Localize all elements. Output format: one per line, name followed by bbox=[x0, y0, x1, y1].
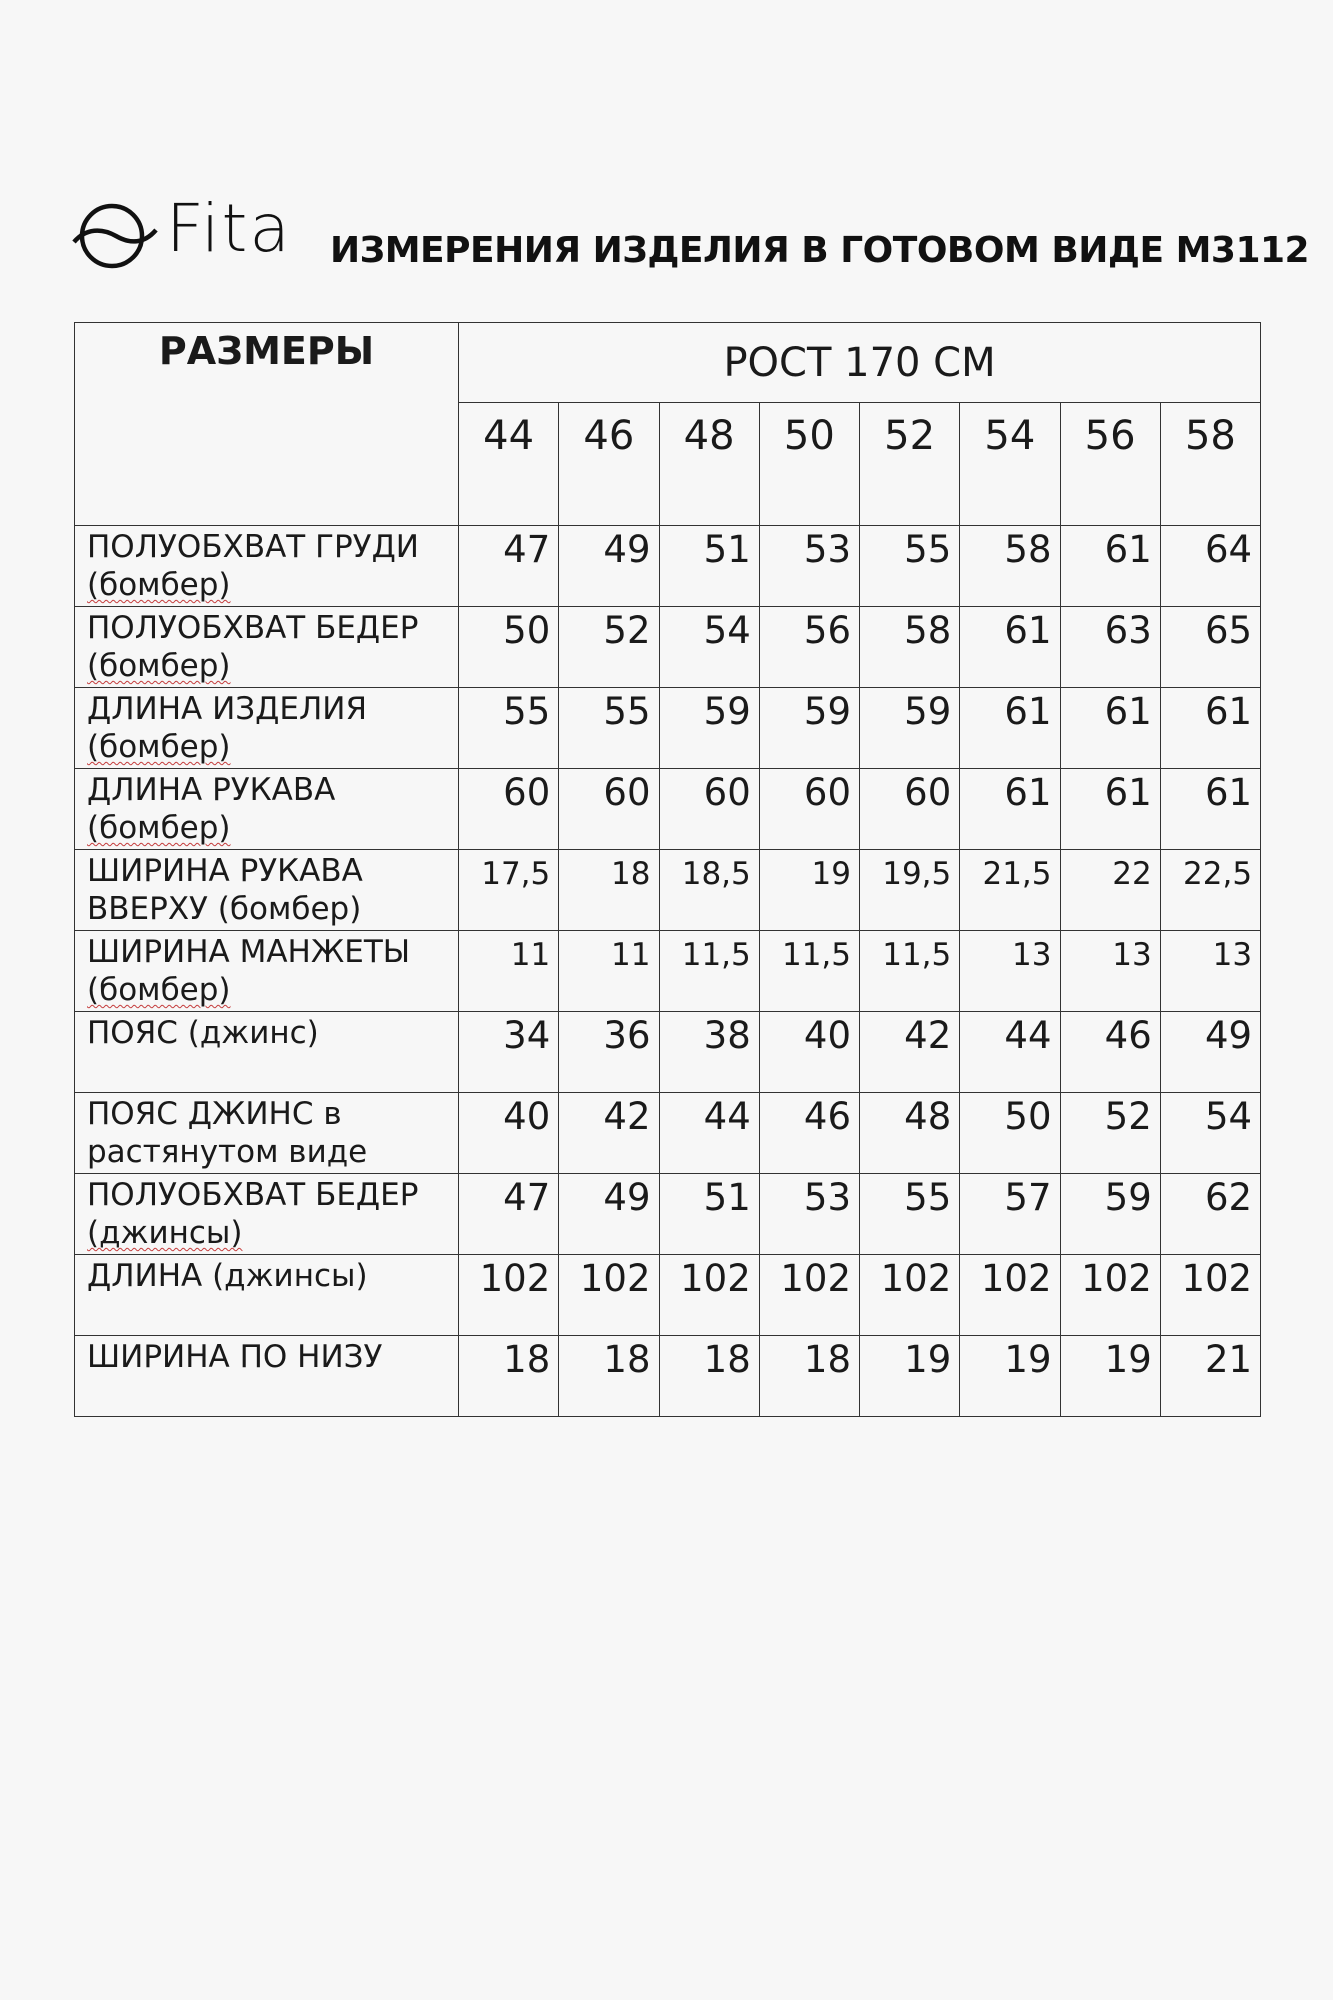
value-cell: 22 bbox=[1060, 850, 1160, 931]
value-cell: 44 bbox=[960, 1012, 1060, 1093]
value-cell: 22,5 bbox=[1160, 850, 1260, 931]
value-cell: 19 bbox=[1060, 1336, 1160, 1417]
value-cell: 51 bbox=[659, 526, 759, 607]
value-cell: 53 bbox=[759, 1174, 859, 1255]
size-header-cell: 48 bbox=[659, 403, 759, 526]
measurement-subtitle: ВВЕРХУ (бомбер) bbox=[87, 891, 362, 927]
value-cell: 65 bbox=[1160, 607, 1260, 688]
value-cell: 102 bbox=[1160, 1255, 1260, 1336]
value-cell: 50 bbox=[459, 607, 559, 688]
value-cell: 59 bbox=[1060, 1174, 1160, 1255]
value-cell: 55 bbox=[559, 688, 659, 769]
value-cell: 52 bbox=[559, 607, 659, 688]
measurement-name: ДЛИНА ИЗДЕЛИЯ bbox=[87, 691, 367, 727]
value-cell: 57 bbox=[960, 1174, 1060, 1255]
value-cell: 11,5 bbox=[759, 931, 859, 1012]
value-cell: 19,5 bbox=[860, 850, 960, 931]
size-header-cell: 54 bbox=[960, 403, 1060, 526]
value-cell: 60 bbox=[459, 769, 559, 850]
value-cell: 59 bbox=[860, 688, 960, 769]
table-row bbox=[75, 1174, 1261, 1255]
measurement-name: ПОЛУОБХВАТ БЕДЕР bbox=[87, 610, 419, 646]
table-row bbox=[75, 931, 1261, 1012]
measurement-name: ПОЯС ДЖИНС в bbox=[87, 1096, 342, 1132]
value-cell: 61 bbox=[1060, 526, 1160, 607]
measurement-name: ПОЛУОБХВАТ БЕДЕР bbox=[87, 1177, 419, 1213]
measurement-label bbox=[75, 688, 459, 769]
table-row bbox=[75, 1255, 1261, 1336]
brand-logo bbox=[72, 190, 292, 276]
measurement-subtitle: (бомбер) bbox=[87, 648, 231, 684]
value-cell: 17,5 bbox=[459, 850, 559, 931]
size-header-cell: 44 bbox=[459, 403, 559, 526]
measurement-name: ШИРИНА МАНЖЕТЫ bbox=[87, 934, 411, 970]
size-header-cell: 56 bbox=[1060, 403, 1160, 526]
measurement-label bbox=[75, 769, 459, 850]
value-cell: 58 bbox=[860, 607, 960, 688]
value-cell: 40 bbox=[759, 1012, 859, 1093]
value-cell: 11 bbox=[459, 931, 559, 1012]
size-header-cell: 50 bbox=[759, 403, 859, 526]
measurement-label bbox=[75, 850, 459, 931]
table-row bbox=[75, 850, 1261, 931]
value-cell: 61 bbox=[960, 607, 1060, 688]
value-cell: 18 bbox=[559, 850, 659, 931]
value-cell: 53 bbox=[759, 526, 859, 607]
value-cell: 55 bbox=[860, 1174, 960, 1255]
value-cell: 19 bbox=[960, 1336, 1060, 1417]
value-cell: 40 bbox=[459, 1093, 559, 1174]
measurement-name: ДЛИНА РУКАВА bbox=[87, 772, 336, 808]
value-cell: 61 bbox=[960, 769, 1060, 850]
value-cell: 59 bbox=[759, 688, 859, 769]
value-cell: 60 bbox=[759, 769, 859, 850]
value-cell: 18,5 bbox=[659, 850, 759, 931]
value-cell: 42 bbox=[860, 1012, 960, 1093]
value-cell: 51 bbox=[659, 1174, 759, 1255]
value-cell: 38 bbox=[659, 1012, 759, 1093]
value-cell: 18 bbox=[459, 1336, 559, 1417]
value-cell: 61 bbox=[1060, 688, 1160, 769]
value-cell: 18 bbox=[759, 1336, 859, 1417]
value-cell: 54 bbox=[659, 607, 759, 688]
measurement-label bbox=[75, 1174, 459, 1255]
value-cell: 60 bbox=[659, 769, 759, 850]
value-cell: 19 bbox=[759, 850, 859, 931]
value-cell: 102 bbox=[1060, 1255, 1160, 1336]
value-cell: 13 bbox=[1060, 931, 1160, 1012]
value-cell: 18 bbox=[659, 1336, 759, 1417]
value-cell: 34 bbox=[459, 1012, 559, 1093]
value-cell: 102 bbox=[860, 1255, 960, 1336]
value-cell: 19 bbox=[860, 1336, 960, 1417]
value-cell: 55 bbox=[459, 688, 559, 769]
value-cell: 49 bbox=[559, 1174, 659, 1255]
measurement-name: ПОЯС (джинс) bbox=[87, 1015, 319, 1051]
value-cell: 47 bbox=[459, 1174, 559, 1255]
value-cell: 46 bbox=[759, 1093, 859, 1174]
value-cell: 11,5 bbox=[860, 931, 960, 1012]
value-cell: 21,5 bbox=[960, 850, 1060, 931]
value-cell: 59 bbox=[659, 688, 759, 769]
value-cell: 61 bbox=[960, 688, 1060, 769]
measurement-name: ПОЛУОБХВАТ ГРУДИ bbox=[87, 529, 419, 565]
measurement-name: ШИРИНА ПО НИЗУ bbox=[87, 1339, 383, 1375]
value-cell: 62 bbox=[1160, 1174, 1260, 1255]
measurement-name: ДЛИНА (джинсы) bbox=[87, 1258, 368, 1294]
measurement-name: ШИРИНА РУКАВА bbox=[87, 853, 363, 889]
value-cell: 63 bbox=[1060, 607, 1160, 688]
measurement-label bbox=[75, 1012, 459, 1093]
measurement-label bbox=[75, 526, 459, 607]
value-cell: 102 bbox=[459, 1255, 559, 1336]
value-cell: 11 bbox=[559, 931, 659, 1012]
measurement-subtitle: (бомбер) bbox=[87, 567, 231, 603]
value-cell: 13 bbox=[960, 931, 1060, 1012]
page-title: ИЗМЕРЕНИЯ ИЗДЕЛИЯ В ГОТОВОМ ВИДЕ М3112 bbox=[330, 230, 1310, 271]
size-header-cell: 52 bbox=[860, 403, 960, 526]
value-cell: 13 bbox=[1160, 931, 1260, 1012]
value-cell: 64 bbox=[1160, 526, 1260, 607]
size-chart-table bbox=[74, 322, 1261, 1417]
value-cell: 42 bbox=[559, 1093, 659, 1174]
value-cell: 54 bbox=[1160, 1093, 1260, 1174]
value-cell: 47 bbox=[459, 526, 559, 607]
table-row bbox=[75, 1093, 1261, 1174]
size-header-cell: 58 bbox=[1160, 403, 1260, 526]
table-row bbox=[75, 1336, 1261, 1417]
value-cell: 50 bbox=[960, 1093, 1060, 1174]
value-cell: 44 bbox=[659, 1093, 759, 1174]
value-cell: 102 bbox=[759, 1255, 859, 1336]
measurement-label bbox=[75, 931, 459, 1012]
value-cell: 61 bbox=[1060, 769, 1160, 850]
value-cell: 58 bbox=[960, 526, 1060, 607]
table-row bbox=[75, 688, 1261, 769]
value-cell: 49 bbox=[1160, 1012, 1260, 1093]
value-cell: 18 bbox=[559, 1336, 659, 1417]
table-body bbox=[75, 526, 1261, 1417]
table-row bbox=[75, 607, 1261, 688]
value-cell: 49 bbox=[559, 526, 659, 607]
table-row bbox=[75, 526, 1261, 607]
value-cell: 102 bbox=[659, 1255, 759, 1336]
size-header-cell: 46 bbox=[559, 403, 659, 526]
value-cell: 60 bbox=[860, 769, 960, 850]
value-cell: 55 bbox=[860, 526, 960, 607]
value-cell: 21 bbox=[1160, 1336, 1260, 1417]
value-cell: 56 bbox=[759, 607, 859, 688]
value-cell: 46 bbox=[1060, 1012, 1160, 1093]
value-cell: 48 bbox=[860, 1093, 960, 1174]
value-cell: 102 bbox=[559, 1255, 659, 1336]
brand-name: Fita bbox=[166, 190, 292, 267]
height-header: РОСТ 170 СМ bbox=[459, 323, 1261, 403]
table-row bbox=[75, 1012, 1261, 1093]
sizes-header: РАЗМЕРЫ bbox=[75, 323, 459, 526]
value-cell: 60 bbox=[559, 769, 659, 850]
fita-logo-icon bbox=[72, 198, 158, 272]
value-cell: 36 bbox=[559, 1012, 659, 1093]
value-cell: 61 bbox=[1160, 688, 1260, 769]
measurement-subtitle: (джинсы) bbox=[87, 1215, 243, 1251]
table-row bbox=[75, 769, 1261, 850]
value-cell: 11,5 bbox=[659, 931, 759, 1012]
measurement-label bbox=[75, 607, 459, 688]
page-header bbox=[72, 190, 1310, 276]
value-cell: 61 bbox=[1160, 769, 1260, 850]
measurement-label bbox=[75, 1336, 459, 1417]
measurement-label bbox=[75, 1093, 459, 1174]
value-cell: 52 bbox=[1060, 1093, 1160, 1174]
measurement-subtitle: (бомбер) bbox=[87, 810, 231, 846]
measurement-label bbox=[75, 1255, 459, 1336]
measurement-subtitle: растянутом виде bbox=[87, 1134, 368, 1170]
measurement-subtitle: (бомбер) bbox=[87, 972, 231, 1008]
value-cell: 102 bbox=[960, 1255, 1060, 1336]
measurement-subtitle: (бомбер) bbox=[87, 729, 231, 765]
